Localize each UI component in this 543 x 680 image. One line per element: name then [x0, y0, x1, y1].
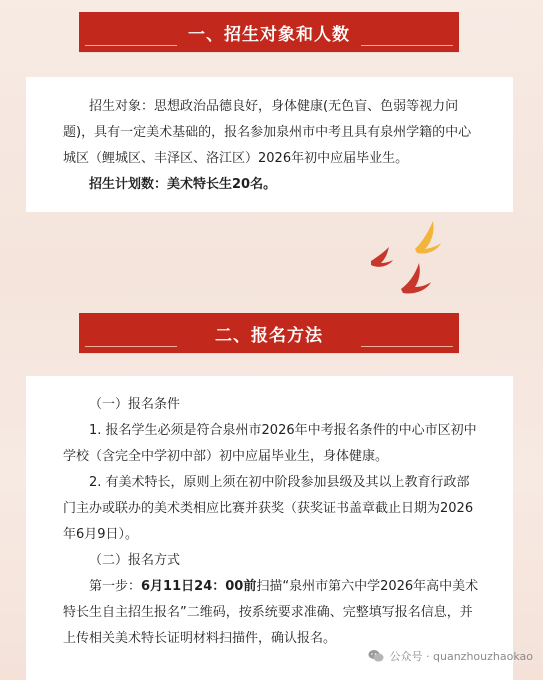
dove-red-small-icon	[371, 247, 393, 267]
section-2-card	[26, 376, 513, 680]
watermark-text: 公众号 · quanzhouzhaokao	[389, 650, 533, 663]
banner-deco-line-right	[361, 45, 453, 46]
account-watermark	[368, 648, 533, 664]
wechat-icon	[368, 649, 384, 663]
registration-conditions-heading: （一）报名条件	[89, 397, 181, 412]
step-one-deadline: 6月11日24：00前	[141, 579, 257, 594]
condition-item-2: 2. 有美术特长，原则上须在初中阶段参加县级及其以上教育行政部门主办或联办的美术类相应比赛并获奖（获奖证书盖章截止日期为2026年6月9日）。	[63, 475, 474, 542]
banner-deco-line-right	[361, 346, 453, 347]
section-2-banner	[79, 313, 459, 353]
step-one-prefix: 第一步：	[89, 579, 142, 594]
section-1-banner	[79, 12, 459, 52]
doves-decoration	[365, 213, 455, 303]
step-one-paragraph	[63, 574, 480, 652]
enrollment-plan-paragraph: 招生计划数：美术特长生20名。	[89, 177, 277, 192]
step-one-text: 扫描“泉州市第六中学2026年高中美术特长生自主招生报名”二维码，按系统要求准确、完整填写报名信息，并上传相关美术特长证明材料扫描件，确认报名。	[63, 579, 479, 646]
registration-method-heading: （二）报名方式	[89, 553, 181, 568]
section-2-title: 二、报名方法	[215, 325, 323, 346]
section-1-title: 一、招生对象和人数	[188, 24, 350, 45]
section-1-card	[26, 77, 513, 212]
dove-yellow-icon	[415, 221, 441, 254]
condition-item-1: 1. 报名学生必须是符合泉州市2026年中考报名条件的中心市区初中学校（含完全中学初中部）初中应届毕业生，身体健康。	[63, 423, 477, 464]
banner-deco-line-left	[85, 346, 177, 347]
enrollment-target-paragraph: 招生对象：思想政治品德良好，身体健康(无色盲、色弱等视力问题)，具有一定美术基础的，报名参加泉州市中考且具有泉州学籍的中心城区（鲤城区、丰泽区、洛江区）2026年初中应届毕业生。	[63, 99, 472, 166]
banner-deco-line-left	[85, 45, 177, 46]
dove-red-large-icon	[401, 263, 431, 293]
